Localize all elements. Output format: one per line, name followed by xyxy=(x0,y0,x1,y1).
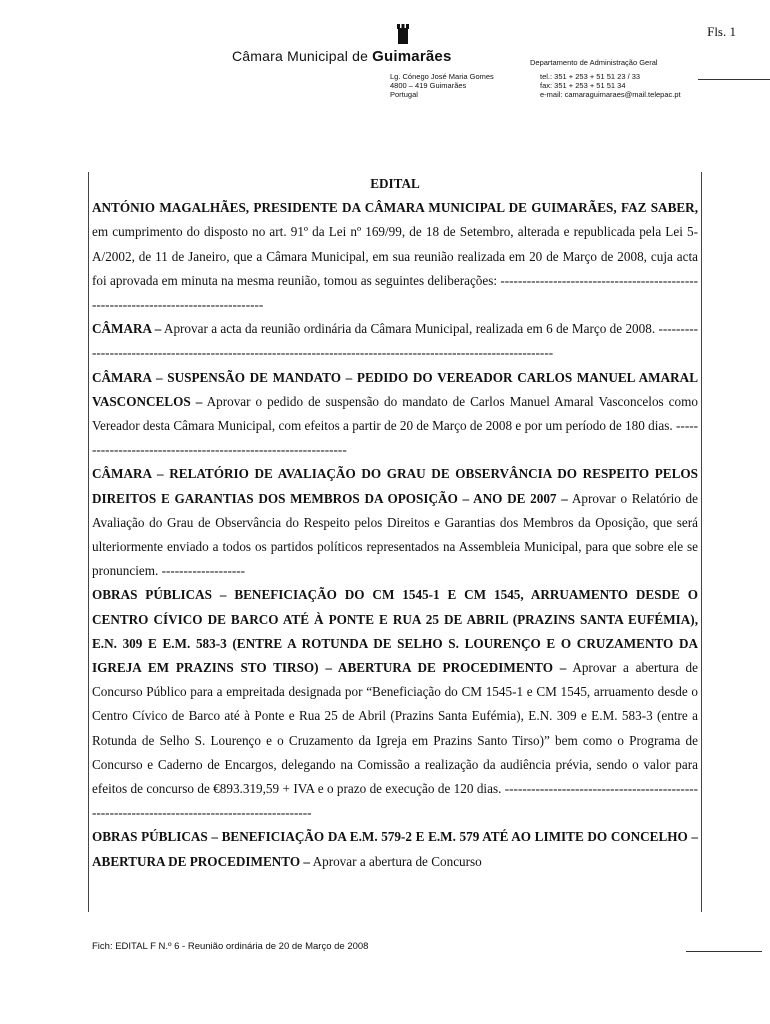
footer-signature-line xyxy=(686,951,762,952)
deliberation-item xyxy=(92,583,698,825)
item-heading: OBRAS PÚBLICAS – BENEFICIAÇÃO DO CM 1545-1 E CM 1545, ARRUAMENTO DESDE O CENTRO CÍVICO DE BARCO ATÉ À PONTE E RUA 25 DE ABRIL (PRAZINS SANTA EUFÉMIA), E.N. 309 E E.M. 583-3 (ENTRE A ROTUNDA DE SELHO S. LOURENÇO E O CRUZAMENTO DA IGREJA EM PRAZINS STO TIRSO) – ABERTURA DE PROCEDIMENTO – xyxy=(92,587,698,676)
item-text: Aprovar o Relatório de Avaliação do Grau de Observância do Respeito pelos Direitos e Garantias dos Membros da Oposição, que será ulteriormente enviado a todos os partidos políticos representados na Assembleia Municipal, para que sobre ele se pronunciem. ------------------- xyxy=(92,490,699,579)
left-margin-rule xyxy=(88,172,89,912)
deliberation-item xyxy=(92,462,698,583)
item-text: Aprovar a acta da reunião ordinária da Câmara Municipal, realizada em 6 de Março de 2008. ------------------------------------------------------------------------------------------------------------------ xyxy=(92,321,699,361)
email-line: e-mail: camaraguimaraes@mail.telepac.pt xyxy=(540,90,681,99)
deliberation-item xyxy=(92,317,698,365)
page-number: Fls. 1 xyxy=(707,24,736,39)
edital-body xyxy=(92,172,698,874)
department-name: Departamento de Administração Geral xyxy=(530,58,658,67)
item-heading: CÂMARA – xyxy=(92,321,162,337)
item-text: Aprovar a abertura de Concurso Público para a empreitada designada por “Beneficiação do CM 1545-1 e CM 1545, arruamento desde o Centro Cívico de Barco até à Ponte e Rua 25 de Abril (Prazins Santa Eufémia), E.N. 309 e E.M. 583-3 (entre a Rotunda de Selho S. Lourenço e o Cruzamento da Igreja em Prazins Santo Tirso)” bem como o Programa de Concurso e Caderno de Encargos, delegando na Comissão a realização da audiência prévia, sendo o valor para efeitos de concurso de €893.319,59 + IVA e o prazo de execução de 120 dias. ---------------------------------------------------------------------------------------------- xyxy=(92,660,698,821)
deliberation-item xyxy=(92,366,698,463)
item-heading: CÂMARA – RELATÓRIO DE AVALIAÇÃO DO GRAU DE OBSERVÂNCIA DO RESPEITO PELOS DIREITOS E GARANTIAS DOS MEMBROS DA OPOSIÇÃO – ANO DE 2007 – xyxy=(92,466,698,506)
document-title: EDITAL xyxy=(370,176,420,191)
address-block xyxy=(390,72,494,99)
fax-line: fax: 351 + 253 + 51 51 34 xyxy=(540,81,626,90)
org-name: Guimarães xyxy=(372,48,452,65)
item-heading: CÂMARA – SUSPENSÃO DE MANDATO – PEDIDO DO VEREADOR CARLOS MANUEL AMARAL VASCONCELOS – xyxy=(92,369,698,409)
item-text: Aprovar o pedido de suspensão do mandato de Carlos Manuel Amaral Vasconcelos como Vereador desta Câmara Municipal, com efeitos a partir de 20 de Março de 2008 e por um período de 180 dias. --------------------------------------------------------------- xyxy=(92,393,698,458)
header-rule xyxy=(698,79,770,80)
intro-bold: ANTÓNIO MAGALHÃES, PRESIDENTE DA CÂMARA MUNICIPAL DE GUIMARÃES, FAZ SABER, xyxy=(92,200,698,216)
phone-line: tel.: 351 + 253 + 51 51 23 / 33 xyxy=(540,72,641,81)
item-text: Aprovar a abertura de Concurso xyxy=(310,853,482,869)
intro-text: em cumprimento do disposto no art. 91º da Lei nº 169/99, de 18 de Setembro, alterada e republicada pela Lei 5-A/2002, de 11 de Janeiro, que a Câmara Municipal, em sua reunião realizada em 20 de Março de 2008, cuja acta foi aprovada em minuta na mesma reunião, tomou as seguintes deliberações: ------------------------------------------------------------------------------------ xyxy=(92,224,698,313)
org-prefix: Câmara Municipal de xyxy=(232,48,373,64)
right-margin-rule xyxy=(701,172,702,912)
contact-block xyxy=(540,72,681,99)
intro-paragraph xyxy=(92,196,698,317)
item-heading: OBRAS PÚBLICAS – BENEFICIAÇÃO DA E.M. 579-2 E E.M. 579 ATÉ AO LIMITE DO CONCELHO – ABERTURA DE PROCEDIMENTO – xyxy=(92,829,698,869)
organization-logo-text xyxy=(232,48,452,65)
address-line: 4800 – 419 Guimarães xyxy=(390,81,467,90)
deliberation-item xyxy=(92,825,698,873)
address-line: Lg. Cónego José Maria Gomes xyxy=(390,72,494,81)
address-line: Portugal xyxy=(390,90,418,99)
footer-file-reference: Fich: EDITAL F N.º 6 - Reunião ordinária de 20 de Março de 2008 xyxy=(92,941,369,952)
municipal-tower-logo-icon xyxy=(396,22,410,44)
